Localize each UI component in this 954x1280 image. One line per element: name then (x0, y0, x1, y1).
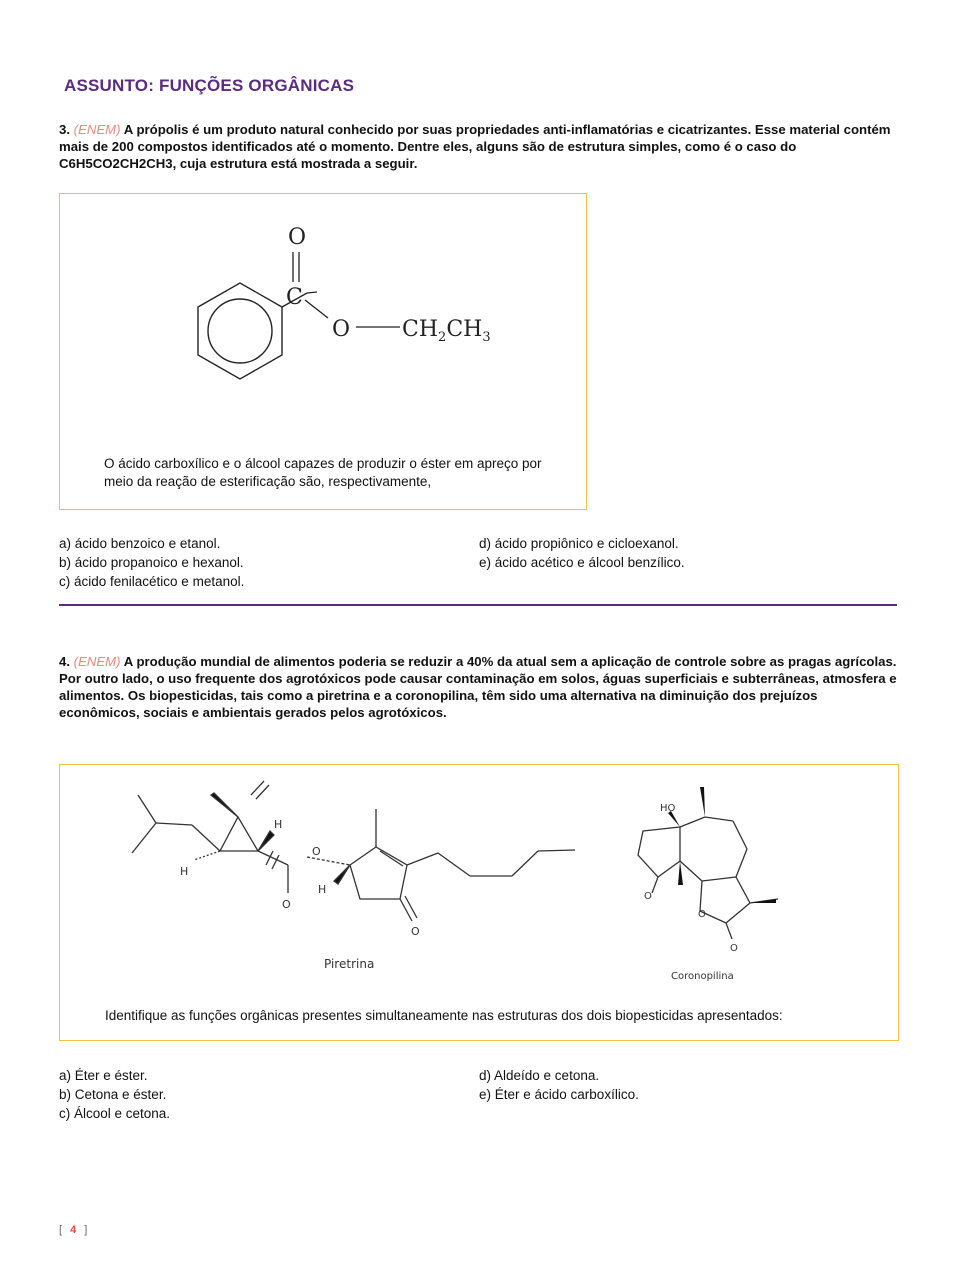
question-3-prompt: O ácido carboxílico e o álcool capazes de produzir o éster em apreço por meio da reação de esterificação são, respectivamente, (104, 456, 542, 489)
piretrina-o1: O (282, 898, 291, 911)
question-3-figure-box (59, 193, 587, 510)
question-4-option-a[interactable]: a) Éter e éster. (59, 1068, 148, 1083)
question-3-option-e[interactable]: e) ácido acético e álcool benzílico. (479, 555, 685, 570)
carbon-label: C (286, 285, 303, 310)
coronopilina-o6: O (730, 943, 738, 954)
carbonyl-oxygen-label: O (288, 225, 307, 250)
question-4-source: (ENEM) (73, 654, 121, 669)
piretrina-h2: H (180, 865, 189, 878)
question-3-option-b[interactable]: b) ácido propanoico e hexanol. (59, 555, 244, 570)
question-4-options-right (479, 1066, 639, 1104)
question-4-option-b[interactable]: b) Cetona e éster. (59, 1087, 167, 1102)
piretrina-h3: H (318, 883, 327, 896)
question-4-options-left (59, 1066, 170, 1123)
biopesticide-structures (60, 765, 900, 995)
coronopilina-caption: Coronopilina (671, 971, 734, 982)
page-number: 4 (70, 1224, 77, 1236)
question-3-statement (59, 121, 901, 172)
coronopilina-structure (638, 817, 778, 939)
question-4-statement (59, 653, 901, 721)
coronopilina-o5: O (698, 909, 706, 920)
question-3-option-a[interactable]: a) ácido benzoico e etanol. (59, 536, 221, 551)
question-4-number: 4. (59, 654, 70, 669)
ethyl-group-label: $CH_2CH_3$ (402, 317, 491, 345)
coronopilina-ho: HO (660, 803, 676, 814)
page-subject-title: ASSUNTO: FUNÇÕES ORGÂNICAS (64, 76, 355, 95)
question-3-options-left (59, 534, 244, 591)
question-4-option-c[interactable]: c) Álcool e cetona. (59, 1106, 171, 1121)
question-4-text: A produção mundial de alimentos poderia se reduzir a 40% da atual sem a aplicação de controle sobre as pragas agrícolas. Por outro lado, o uso frequente dos agrotóxicos pode causar contaminação em solos, águas superficiais e subterrâneas, atmosfera e alimentos. Os biopesticidas, tais como a piretrina e a coronopilina, têm sido uma alternativa na diminuição dos prejuízos econômicos, sociais e ambientais gerados pelos agrotóxicos. (59, 654, 897, 720)
question-3-number: 3. (59, 122, 70, 137)
section-divider (59, 604, 897, 606)
footer-bracket-close: ] (84, 1224, 88, 1236)
question-3-source: (ENEM) (73, 122, 121, 137)
question-3-options-right (479, 534, 685, 572)
piretrina-h1: H (274, 818, 283, 831)
piretrina-o3: O (411, 925, 420, 938)
question-3-option-c[interactable]: c) ácido fenilacético e metanol. (59, 574, 245, 589)
question-4-option-d[interactable]: d) Aldeído e cetona. (479, 1068, 600, 1083)
ester-oxygen-label: O (332, 317, 351, 342)
question-3-option-d[interactable]: d) ácido propiônico e cicloexanol. (479, 536, 679, 551)
question-3-text: A própolis é um produto natural conhecido por suas propriedades anti-inflamatórias e cicatrizantes. Esse material contém mais de 200 compostos identificados até o momento. Dentre eles, alguns são de estrutura simples, como é o caso do C6H5CO2CH2CH3, cuja estrutura está mostrada a seguir. (59, 122, 891, 171)
piretrina-o2: O (312, 845, 321, 858)
coronopilina-o4: O (644, 891, 652, 902)
footer-bracket-open: [ (59, 1224, 63, 1236)
piretrina-structure (132, 781, 575, 921)
ethyl-benzoate-structure (60, 194, 588, 444)
piretrina-caption: Piretrina (324, 957, 375, 971)
question-4-figure-box (59, 764, 899, 1041)
page-footer (59, 1224, 87, 1236)
question-4-prompt: Identifique as funções orgânicas presentes simultaneamente nas estruturas dos dois biopesticidas apresentados: (105, 1008, 783, 1023)
question-4-option-e[interactable]: e) Éter e ácido carboxílico. (479, 1087, 639, 1102)
